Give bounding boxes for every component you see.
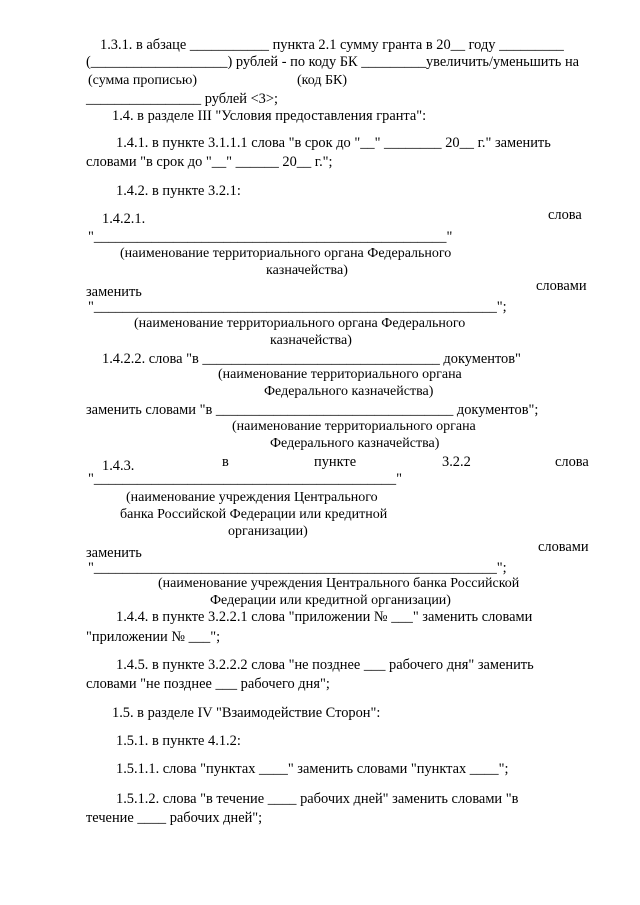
label-territorial-organ-1a: (наименование территориального органа Федерального bbox=[120, 246, 452, 261]
paragraph-1-5-1-2-line-2: течение ____ рабочих дней"; bbox=[86, 810, 263, 826]
blank-line-4: "________________________________________________________"; bbox=[88, 560, 507, 576]
label-territorial-organ-4b: Федерального казначейства) bbox=[270, 436, 440, 451]
paragraph-1-4: 1.4. в разделе III "Условия предоставления гранта": bbox=[112, 108, 427, 124]
paragraph-1-4-5-line-1: 1.4.5. в пункте 3.2.2.2 слова "не позднее ___ рабочего дня" заменить bbox=[116, 657, 534, 673]
paragraph-1-4-2-1-number: 1.4.2.1. bbox=[102, 211, 146, 227]
label-territorial-organ-1b: казначейства) bbox=[266, 263, 348, 278]
paragraph-1-4-4-line-2: "приложении № ___"; bbox=[86, 629, 221, 645]
paragraph-1-4-2-2: 1.4.2.2. слова "в _________________________________ документов" bbox=[102, 351, 521, 367]
paragraph-1-4-1-line-2: словами "в срок до "__" ______ 20__ г."; bbox=[86, 154, 333, 170]
label-territorial-organ-2a: (наименование территориального органа Федерального bbox=[134, 316, 466, 331]
label-central-bank-e: Федерации или кредитной организации) bbox=[210, 593, 451, 608]
paragraph-1-5: 1.5. в разделе IV "Взаимодействие Сторон": bbox=[112, 705, 381, 721]
paragraph-1-3-1-line-3: ________________ рублей <3>; bbox=[86, 91, 278, 107]
label-bk-code: (код БК) bbox=[297, 73, 348, 88]
paragraph-1-5-1-1: 1.5.1.1. слова "пунктах ____" заменить словами "пунктах ____"; bbox=[116, 761, 509, 777]
label-territorial-organ-4a: (наименование территориального органа bbox=[232, 419, 476, 434]
label-central-bank-c: организации) bbox=[228, 524, 308, 539]
label-central-bank-d: (наименование учреждения Центрального банка Российской bbox=[158, 576, 520, 591]
paragraph-1-4-2: 1.4.2. в пункте 3.2.1: bbox=[116, 183, 241, 199]
label-central-bank-a: (наименование учреждения Центрального bbox=[126, 490, 378, 505]
paragraph-1-4-1-line-1: 1.4.1. в пункте 3.1.1.1 слова "в срок до "__" ________ 20__ г." заменить bbox=[116, 135, 551, 151]
blank-line-2: "________________________________________________________"; bbox=[88, 299, 507, 315]
blank-line-3: "__________________________________________" bbox=[88, 471, 402, 487]
paragraph-1-5-1-2-line-1: 1.5.1.2. слова "в течение ____ рабочих дней" заменить словами "в bbox=[116, 791, 519, 807]
paragraph-1-4-4-line-1: 1.4.4. в пункте 3.2.2.1 слова "приложении № ___" заменить словами bbox=[116, 609, 533, 625]
paragraph-1-4-3-punkt: пункте bbox=[314, 454, 357, 470]
paragraph-1-4-3-number: 1.4.3. bbox=[102, 458, 135, 474]
word-zamenit-1: заменить bbox=[86, 284, 142, 300]
word-slovami-1: словами bbox=[536, 278, 587, 294]
paragraph-1-3-1-line-1: 1.3.1. в абзаце ___________ пункта 2.1 сумму гранта в 20__ году _________ bbox=[100, 37, 564, 53]
paragraph-1-4-3-reference: 3.2.2 bbox=[442, 454, 471, 470]
label-sum-in-words: (сумма прописью) bbox=[88, 73, 198, 88]
paragraph-1-3-1-line-2: (___________________) рублей - по коду БК _________увеличить/уменьшить на bbox=[86, 54, 580, 70]
label-territorial-organ-3b: Федерального казначейства) bbox=[264, 384, 434, 399]
word-slova-2: слова bbox=[555, 454, 589, 470]
word-slovami-2: словами bbox=[538, 539, 589, 555]
word-zamenit-2: заменить bbox=[86, 545, 142, 561]
label-territorial-organ-2b: казначейства) bbox=[270, 333, 352, 348]
paragraph-1-4-3-v: в bbox=[222, 454, 229, 470]
blank-line-1: "_________________________________________________" bbox=[88, 229, 453, 245]
paragraph-1-5-1: 1.5.1. в пункте 4.1.2: bbox=[116, 733, 241, 749]
label-central-bank-b: банка Российской Федерации или кредитной bbox=[120, 507, 388, 522]
paragraph-replace-documents: заменить словами "в _________________________________ документов"; bbox=[86, 402, 539, 418]
paragraph-1-4-5-line-2: словами "не позднее ___ рабочего дня"; bbox=[86, 676, 330, 692]
label-territorial-organ-3a: (наименование территориального органа bbox=[218, 367, 462, 382]
word-slova-1: слова bbox=[548, 207, 582, 223]
